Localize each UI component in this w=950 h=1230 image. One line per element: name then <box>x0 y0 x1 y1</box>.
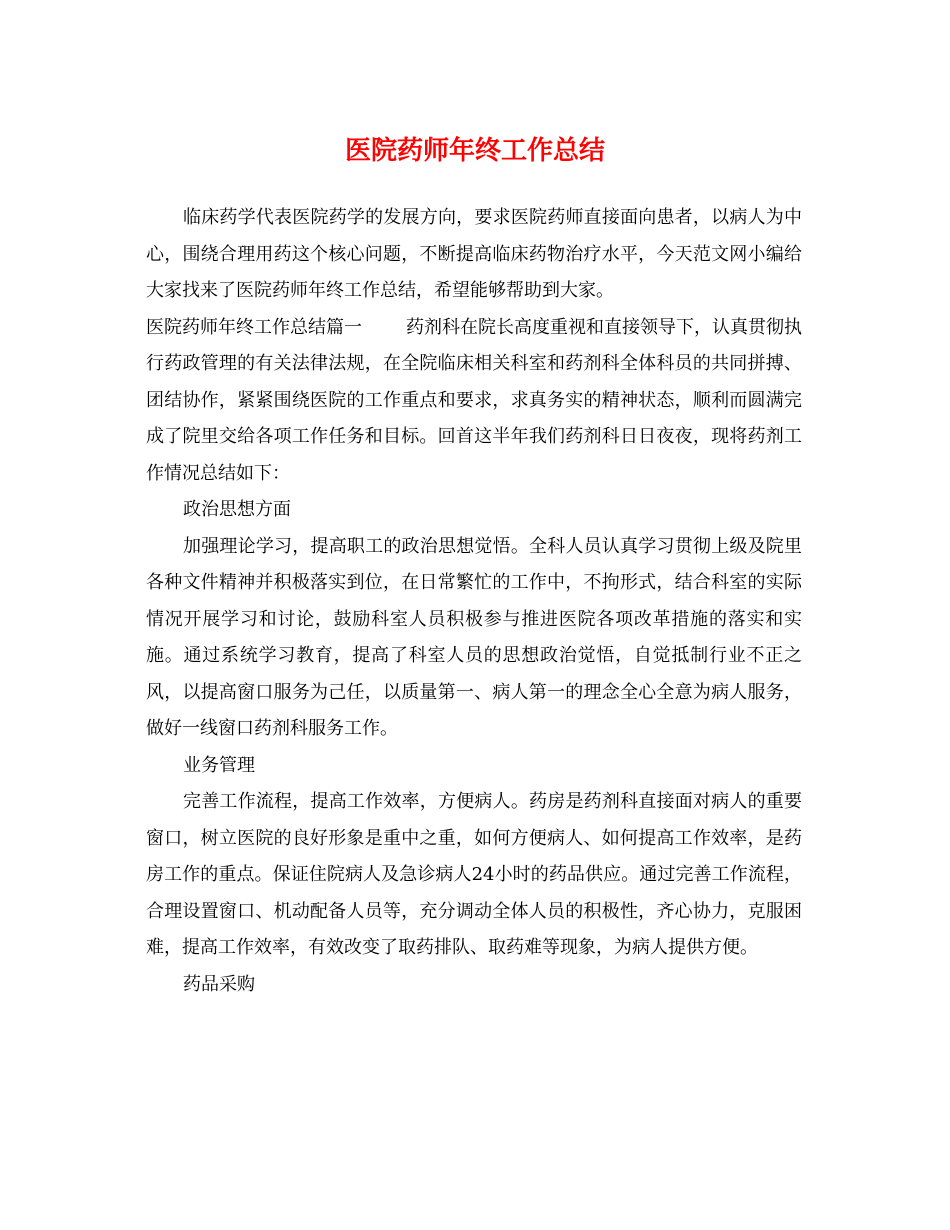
section-text-business: 完善工作流程，提高工作效率，方便病人。药房是药剂科直接面对病人的重要窗口，树立医院的良好形象是重中之重，如何方便病人、如何提高工作效率，是药房工作的重点。保证住院病人及急诊病人24小时的药品供应。通过完善工作流程，合理设置窗口、机动配备人员等，充分调动全体人员的积极性，齐心协力，克服困难，提高工作效率，有效改变了取药排队、取药难等现象，为病人提供方便。 <box>146 791 802 958</box>
document-body <box>146 200 802 1003</box>
section-heading-business: 业务管理 <box>183 754 255 776</box>
part-one-paragraph <box>146 310 802 493</box>
section-text-politics: 加强理论学习，提高职工的政治思想觉悟。全科人员认真学习贯彻上级及院里各种文件精神并积极落实到位，在日常繁忙的工作中，不拘形式，结合科室的实际情况开展学习和讨论，鼓励科室人员积极参与推进医院各项改革措施的落实和实施。通过系统学习教育，提高了科室人员的思想政治觉悟，自觉抵制行业不正之风，以提高窗口服务为己任，以质量第一、病人第一的理念全心全意为病人服务，做好一线窗口药剂科服务工作。 <box>146 535 802 739</box>
section-heading-politics: 政治思想方面 <box>183 499 291 520</box>
part-title: 医院药师年终工作总结篇一 <box>146 316 362 338</box>
document-title: 医院药师年终工作总结 <box>344 136 605 166</box>
section-heading-procurement: 药品采购 <box>183 973 255 995</box>
part-text: 药剂科在院长高度重视和直接领导下，认真贯彻执行药政管理的有关法律法规，在全院临床相关科室和药剂科全体科员的共同拼搏、团结协作，紧紧围绕医院的工作重点和要求，求真务实的精神状态，顺利而圆满完成了院里交给各项工作任务和目标。回首这半年我们药剂科日日夜夜，现将药剂工作情况总结如下： <box>146 316 802 484</box>
intro-paragraph: 临床药学代表医院药学的发展方向，要求医院药师直接面向患者，以病人为中心，围绕合理用药这个核心问题，不断提高临床药物治疗水平，今天范文网小编给大家找来了医院药师年终工作总结，希望能够帮助到大家。 <box>146 207 802 301</box>
